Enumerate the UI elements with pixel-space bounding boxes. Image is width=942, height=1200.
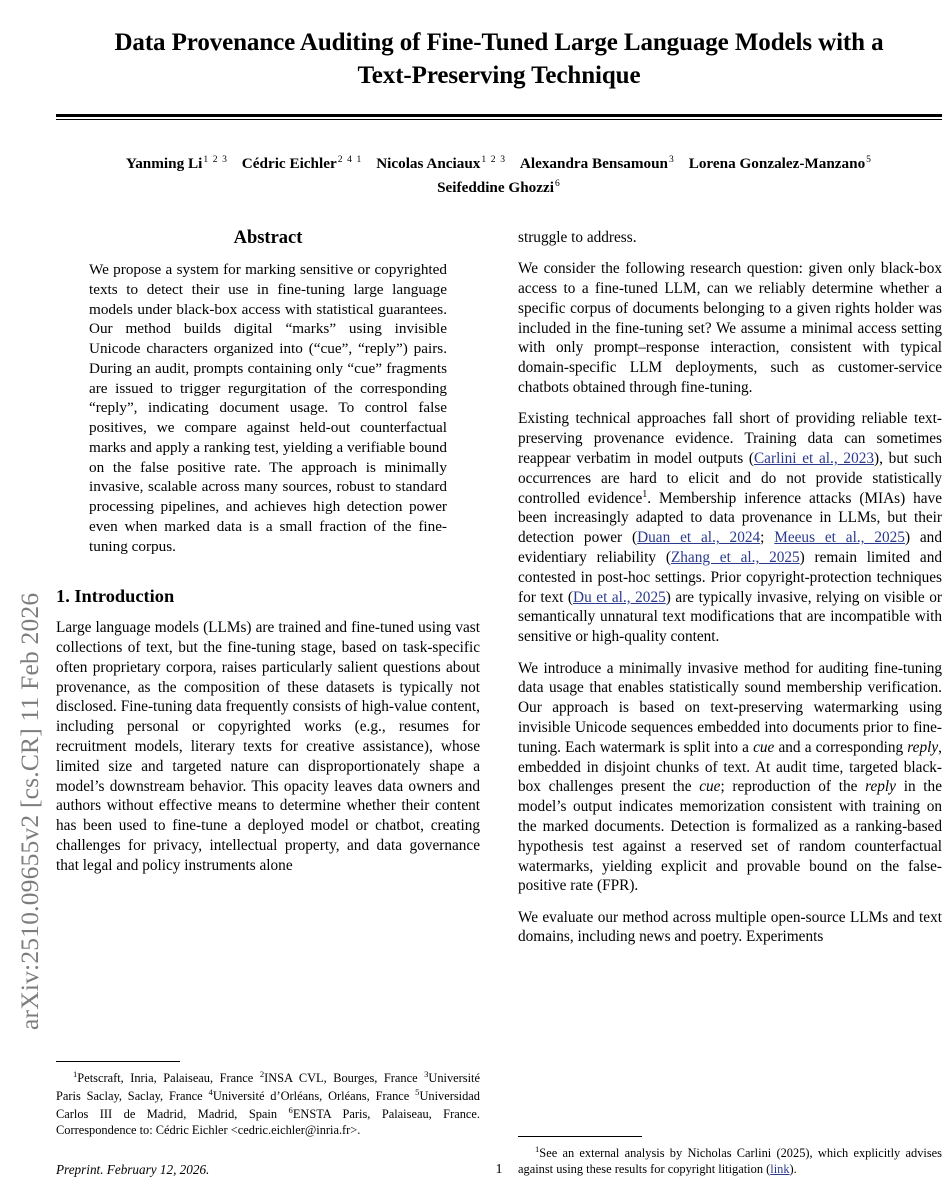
author-entry — [520, 155, 675, 172]
author-affiliation-marks: 3 — [669, 153, 675, 165]
footnote-rule — [56, 1061, 180, 1062]
footnote-affil-6: ENSTA Paris, Palaiseau, France. Correspondence to: Cédric Eichler <cedric.eichler@inria.fr>. — [56, 1107, 480, 1138]
intro-paragraph-1-continued: struggle to address. — [518, 229, 637, 246]
left-column — [56, 228, 480, 1178]
footnote-rule — [518, 1136, 642, 1137]
author-name: Yanming Li — [125, 155, 203, 172]
author-affiliation-marks: 1 2 3 — [203, 153, 228, 165]
page-number: 1 — [495, 1162, 503, 1177]
emphasis-cue: cue — [753, 738, 775, 756]
right-column — [518, 228, 942, 1178]
author-entry — [242, 155, 363, 172]
author-name: Nicolas Anciaux — [376, 155, 481, 172]
abstract-block — [89, 228, 447, 556]
arxiv-stamp — [0, 0, 52, 1200]
p3-text-d: ) and evidentiary reliability ( — [518, 529, 942, 567]
title-rule-thick — [56, 114, 942, 117]
emphasis-reply-2: reply — [865, 778, 896, 796]
p4-text-d: ; reproduction of the — [720, 778, 866, 796]
p3-text-f: ) are typically invasive, relying on visible or semantically unnatural text modifications that are incompatible with sensitive or high-quality content. — [518, 588, 942, 646]
footnote-marker-5: 5 — [415, 1086, 420, 1097]
author-entry — [689, 155, 872, 172]
intro-paragraph-1: Large language models (LLMs) are trained and fine-tuned using vast collections of text, but the fine-tuning stage, based on task-specific often proprietary corpora, raises particularly salient questions about provenance, as the composition of these datasets is typically not disclosed. Fine-tuning data frequently consists of high-value content, including personal or copyrighted works (e.g., resumes for recruitment models, literary texts for creative assistance), whose limited size and targeted nature can disproportionately shape a model’s downstream behavior. This opacity leaves data owners and authors without effective means to determine whether their content has been used to fine-tune a deployed model or chatbot, creating challenges for privacy, intellectual property, and data governance that legal and policy instruments alone — [56, 619, 480, 874]
footnote-marker-6: 6 — [288, 1105, 293, 1115]
section-heading-introduction: 1. Introduction — [56, 586, 175, 607]
paper-page — [56, 0, 942, 1200]
footnote-marker: 1 — [535, 1144, 540, 1154]
author-name: Cédric Eichler — [241, 155, 337, 172]
abstract-heading: Abstract — [233, 228, 303, 248]
author-affiliation-marks: 2 4 1 — [337, 153, 363, 165]
p3-sep-1: ; — [760, 529, 775, 547]
author-affiliation-marks: 5 — [866, 153, 873, 165]
preprint-line: Preprint. February 12, 2026. — [56, 1162, 210, 1177]
intro-paragraph-2: We consider the following research question: given only black-box access to a fine-tuned LLM, can we reliably determine whether a specific corpus of documents belonging to a given rights holder was included in the fine-tuning set? We assume a minimal access setting with only prompt–response interaction, consistent with typical domain-specific LLM deployments, such as customer-service chatbots obtained through fine-tuning. — [518, 260, 942, 397]
footnote-text-a: See an external analysis by Nicholas Carlini (2025), which explicitly advises against using these results for copyright litigation ( — [518, 1146, 942, 1177]
external-link[interactable]: link — [770, 1162, 790, 1177]
emphasis-cue-2: cue — [699, 778, 721, 796]
footnote-marker-2: 2 — [259, 1068, 265, 1079]
p3-text-c: . Membership inference attacks (MIAs) have been increasingly adapted to data provenance in LLMs, but their detection power ( — [518, 489, 942, 547]
author-name: Lorena Gonzalez-Manzano — [688, 155, 866, 172]
footnote-affil-4: Université d’Orléans, Orléans, France — [212, 1089, 416, 1104]
p4-text-a: We introduce a minimally invasive method for auditing fine-tuning data usage that enables statistically sound membership verification. Our approach is based on text-preserving watermarking using invisible Unicode sequences embedded into documents prior to fine-tuning. Each watermark is split into a — [518, 659, 942, 756]
intro-paragraph-3 — [518, 409, 942, 647]
footnote-reference-1[interactable]: 1 — [642, 488, 648, 500]
p4-text-e: in the model’s output indicates memorization consistent with training on the marked documents. Detection is formalized as a ranking-based hypothesis test against a reserved set of random counterfactual watermarks, yielding explicit and provable bound on the false-positive rate (FPR). — [518, 778, 942, 895]
footnote-affil-2: INSA CVL, Bourges, France — [264, 1071, 425, 1085]
p4-text-b: and a corresponding — [774, 738, 908, 756]
citation-zhang-2025[interactable]: Zhang et al., 2025 — [670, 549, 800, 567]
author-list — [56, 152, 942, 199]
author-row-second — [56, 176, 942, 200]
title-block — [56, 0, 942, 120]
footnote-affil-3: Université Paris Saclay, Saclay, France — [56, 1071, 480, 1104]
author-affiliation-marks: 1 2 3 — [481, 153, 507, 165]
page-title: Data Provenance Auditing of Fine-Tuned Large Language Models with a Text-Preserving Technique — [114, 29, 884, 89]
citation-du-2025[interactable]: Du et al., 2025 — [573, 588, 666, 606]
p3-text-b: ), but such occurrences are hard to elicit and do not provide statistically controlled evidence — [518, 449, 942, 507]
citation-carlini-2023[interactable]: Carlini et al., 2023 — [753, 449, 875, 467]
title-rule-thin — [56, 119, 942, 120]
intro-paragraph-4 — [518, 659, 942, 897]
author-entry — [126, 155, 228, 172]
author-name: Seifeddine Ghozzi — [437, 178, 554, 196]
footnote-affil-5: Universidad Carlos III de Madrid, Madrid, Spain — [56, 1089, 480, 1122]
p3-text-a: Existing technical approaches fall short of providing reliable text-preserving provenance evidence. Training data can sometimes reappear verbatim in model outputs ( — [518, 410, 942, 467]
author-entry — [376, 155, 506, 172]
p3-text-e: ) remain limited and contested in post-hoc settings. Prior copyright-protection techniques for text ( — [518, 549, 942, 606]
footnote-indent — [56, 1071, 73, 1085]
citation-duan-2024[interactable]: Duan et al., 2024 — [637, 529, 761, 547]
footnote-text-b: ). — [789, 1162, 797, 1177]
footnote-affil-1: Petscraft, Inria, Palaiseau, France — [77, 1071, 260, 1085]
footnote-indent — [518, 1146, 535, 1160]
two-column-body — [56, 228, 942, 1178]
affiliation-footnote — [56, 1069, 480, 1139]
intro-paragraph-5: We evaluate our method across multiple open-source LLMs and text domains, including news and poetry. Experiments — [518, 908, 942, 946]
arxiv-stamp-text: arXiv:2510.09655v2 [cs.CR] 11 Feb 2026 — [15, 592, 44, 1030]
emphasis-reply: reply — [907, 738, 939, 756]
footnote-marker-4: 4 — [208, 1086, 213, 1097]
footnote-marker-3: 3 — [424, 1068, 429, 1079]
footnote-marker-1: 1 — [73, 1068, 78, 1079]
left-footnote-area — [56, 1061, 480, 1178]
citation-meeus-2025[interactable]: Meeus et al., 2025 — [774, 529, 905, 547]
p4-text-c: , embedded in disjoint chunks of text. At audit time, targeted black-box challenges present the — [518, 738, 942, 796]
author-name: Alexandra Bensamoun — [519, 155, 668, 172]
abstract-text: We propose a system for marking sensitive or copyrighted texts to detect their use in fine-tuning large language models under black-box access with statistical guarantees. Our method builds digital “marks” using invisible Unicode characters organized into (“cue”, “reply”) pairs. During an audit, prompts containing only “cue” fragments are issued to trigger regurgitation of the corresponding “reply”, indicating document usage. To control false positives, we compare against held-out counterfactual marks and apply a ranking test, yielding a verifiable bound on the false positive rate. The approach is minimally invasive, scalable across many sources, robust to standard processing pipelines, and achieves high detection power even when marked data is a small fraction of the fine-tuning corpus. — [89, 261, 447, 555]
author-entry — [437, 179, 561, 196]
author-affiliation-marks: 6 — [554, 177, 561, 189]
